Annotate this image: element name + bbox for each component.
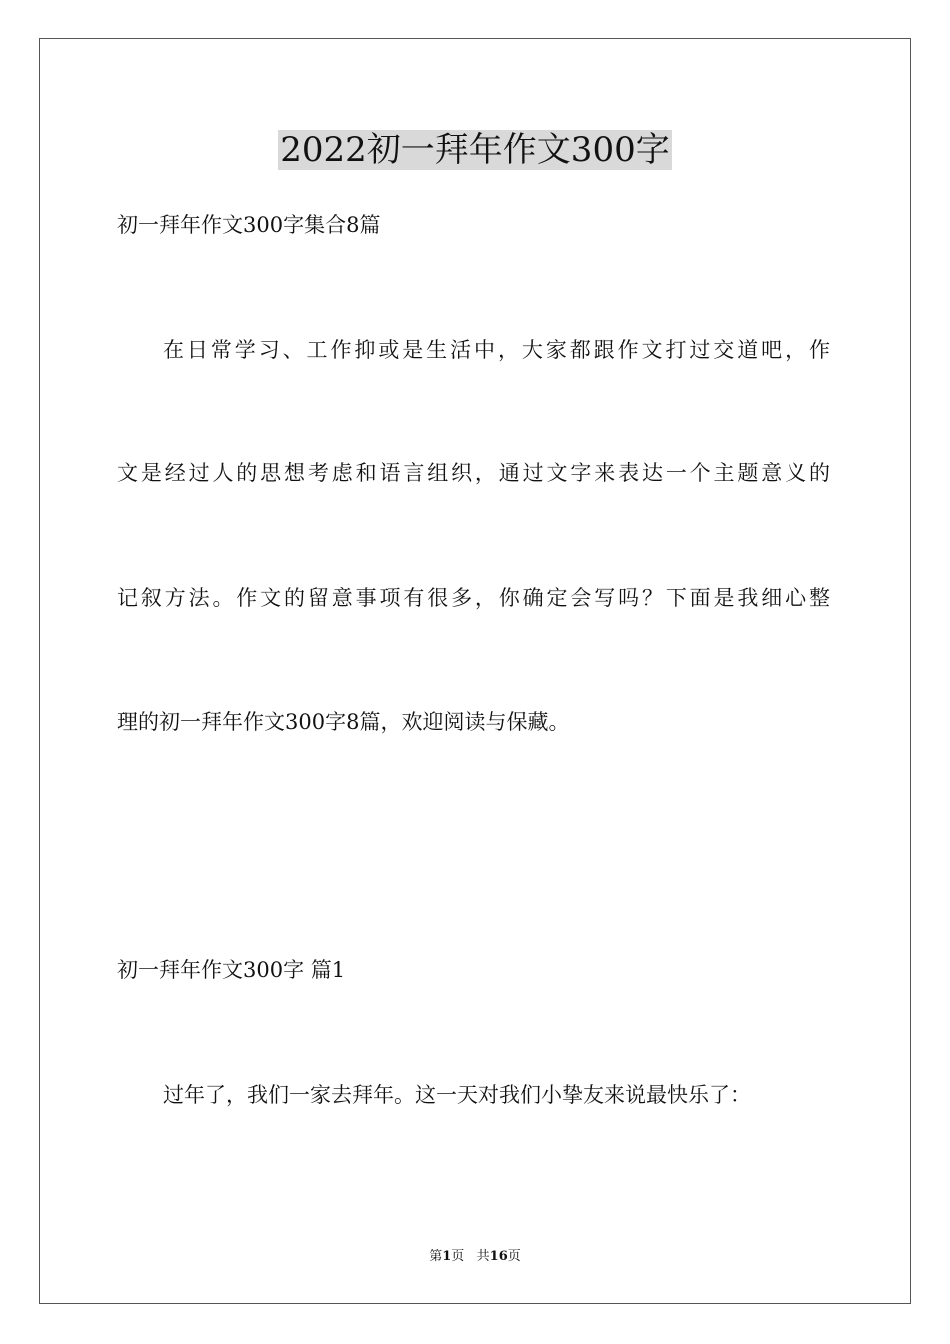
footer-prefix: 第 — [429, 1249, 443, 1264]
footer-mid: 页 共 — [451, 1249, 490, 1264]
footer-suffix: 页 — [507, 1249, 521, 1264]
intro-paragraph-line-1: 在日常学习、工作抑或是生活中，大家都跟作文打过交道吧，作 — [163, 338, 830, 362]
intro-paragraph-line-3: 记叙方法。作文的留意事项有很多，你确定会写吗？下面是我细心整 — [117, 586, 830, 610]
document-subtitle: 初一拜年作文300字集合8篇 — [117, 213, 381, 237]
page-footer — [0, 1248, 950, 1266]
body-paragraph-line-1: 过年了，我们一家去拜年。这一天对我们小挚友来说最快乐了： — [163, 1083, 751, 1107]
intro-paragraph-line-2: 文是经过人的思想考虑和语言组织，通过文字来表达一个主题意义的 — [117, 461, 830, 485]
footer-current-page: 1 — [442, 1249, 452, 1264]
footer-total-pages: 16 — [489, 1249, 508, 1264]
section-heading: 初一拜年作文300字 篇1 — [117, 958, 346, 982]
intro-paragraph-line-4: 理的初一拜年作文300字8篇，欢迎阅读与保藏。 — [117, 710, 570, 734]
document-title-text: 2022初一拜年作文300字 — [280, 130, 670, 170]
document-title — [0, 128, 950, 172]
